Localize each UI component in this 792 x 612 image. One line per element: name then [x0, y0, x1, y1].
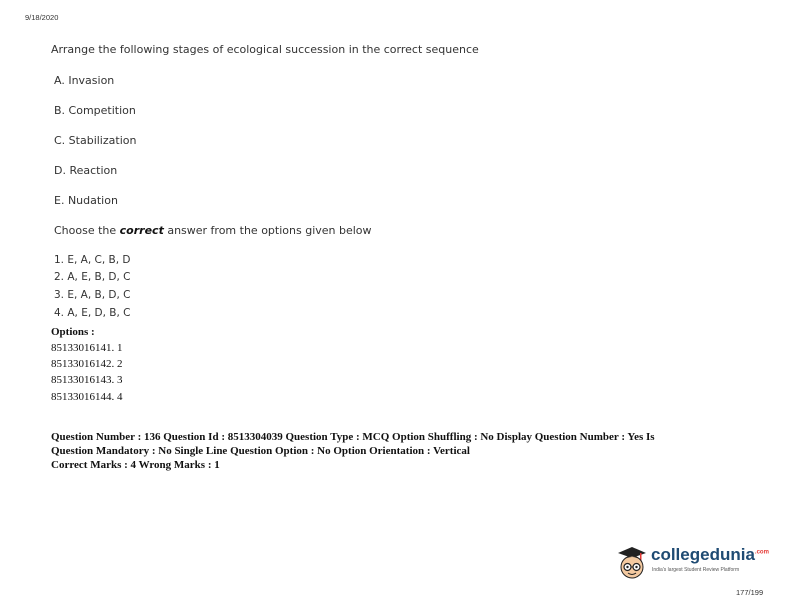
answer-choice-3: 3. E, A, B, D, C	[54, 289, 131, 301]
question-text: Arrange the following stages of ecological succession in the correct sequence	[51, 43, 479, 56]
statement-c: C. Stabilization	[54, 134, 137, 147]
option-id-3: 85133016143. 3	[51, 374, 123, 386]
statement-b: B. Competition	[54, 104, 136, 117]
options-heading: Options :	[51, 326, 95, 338]
choose-suffix: answer from the options given below	[163, 224, 372, 237]
metadata-line-3: Correct Marks : 4 Wrong Marks : 1	[51, 459, 220, 471]
brand-tld: .com	[754, 549, 769, 556]
brand-text: collegedunia	[651, 545, 755, 564]
option-id-1: 85133016141. 1	[51, 342, 123, 354]
answer-choice-1: 1. E, A, C, B, D	[54, 254, 131, 266]
statement-d: D. Reaction	[54, 164, 118, 177]
student-mascot-icon	[614, 545, 650, 583]
page-date: 9/18/2020	[25, 13, 59, 22]
metadata-line-2: Question Mandatory : No Single Line Question Option : No Option Orientation : Vertical	[51, 445, 470, 457]
answer-choice-2: 2. A, E, B, D, C	[54, 271, 131, 283]
page-number: 177/199	[736, 588, 764, 597]
metadata-line-1: Question Number : 136 Question Id : 8513304039 Question Type : MCQ Option Shuffling : No Display Question Number : Yes Is	[51, 431, 655, 443]
brand-name	[651, 545, 769, 565]
choose-instruction	[54, 224, 372, 237]
answer-choice-4: 4. A, E, D, B, C	[54, 307, 131, 319]
option-id-2: 85133016142. 2	[51, 358, 123, 370]
choose-emphasis: correct	[119, 224, 164, 237]
statement-a: A. Invasion	[54, 74, 115, 87]
brand-tagline: India's largest Student Review Platform	[652, 567, 740, 573]
option-id-4: 85133016144. 4	[51, 391, 123, 403]
statement-e: E. Nudation	[54, 194, 118, 207]
question-metadata	[51, 430, 655, 472]
choose-prefix: Choose the	[54, 224, 120, 237]
